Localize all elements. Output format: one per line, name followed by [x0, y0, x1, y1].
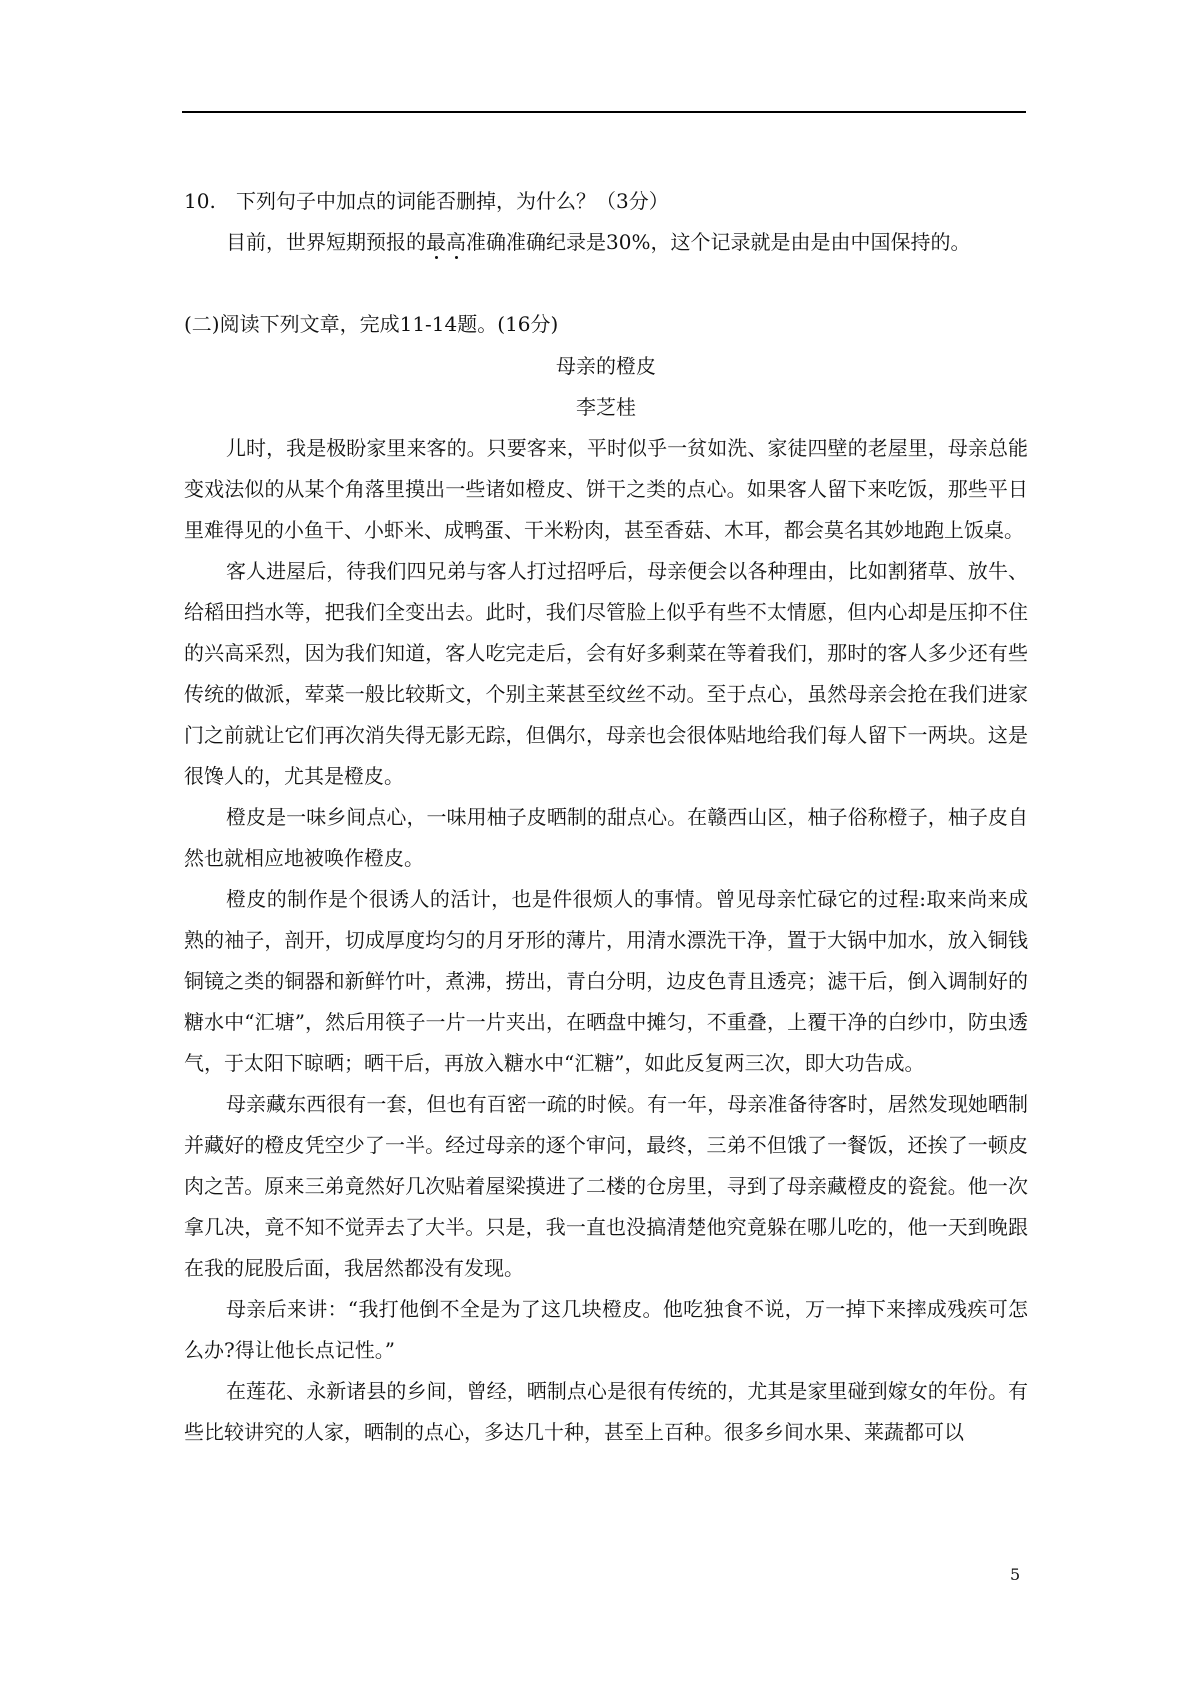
section-instruction: (二)阅读下列文章，完成11-14题。(16分)	[184, 312, 559, 336]
dotted-word-1: 最	[426, 230, 446, 254]
article-paragraph: 母亲后来讲：“我打他倒不全是为了这几块橙皮。他吃独食不说，万一掉下来摔成残疾可怎么办?得让他长点记性。”	[184, 1297, 1028, 1362]
article-paragraph: 儿时，我是极盼家里来客的。只要客来，平时似乎一贫如洗、家徒四壁的老屋里，母亲总能变戏法似的从某个角落里摸出一些诸如橙皮、饼干之类的点心。如果客人留下来吃饭，那些平日里难得见的小鱼干、小虾米、成鸭蛋、干米粉肉，甚至香菇、木耳，都会莫名其妙地跑上饭桌。	[184, 436, 1028, 542]
question-prompt: 下列句子中加点的词能否删掉，为什么？（3分）	[236, 189, 669, 213]
article-paragraph: 在莲花、永新诸县的乡间，曾经，晒制点心是很有传统的，尤其是家里碰到嫁女的年份。有些比较讲究的人家，晒制的点心，多达几十种，甚至上百种。很多乡间水果、莱蔬都可以	[184, 1379, 1028, 1444]
page-number: 5	[1010, 1565, 1021, 1584]
dotted-word-2: 高	[446, 230, 466, 254]
article-title: 母亲的橙皮	[556, 354, 656, 378]
header-rule	[182, 111, 1026, 113]
sentence-part-after: 准确准确纪录是30%，这个记录就是由是由中国保持的。	[466, 230, 971, 254]
sentence-part-before: 目前，世界短期预报的	[226, 230, 426, 254]
article-paragraph: 橙皮的制作是个很诱人的活计，也是件很烦人的事情。曾见母亲忙碌它的过程:取来尚来成熟的袖子，剖开，切成厚度均匀的月牙形的薄片，用清水漂洗干净，置于大锅中加水，放入铜钱铜镜之类的铜器和新鲜竹叶，煮沸，捞出，青白分明，边皮色青且透亮；滤干后，倒入调制好的糖水中“汇塘”，然后用筷子一片一片夹出，在晒盘中摊匀，不重叠，上覆干净的白纱巾，防虫透气，于太阳下晾晒；晒干后，再放入糖水中“汇糖”，如此反复两三次，即大功告成。	[184, 887, 1028, 1075]
article-paragraph: 橙皮是一味乡间点心，一味用柚子皮晒制的甜点心。在赣西山区，柚子俗称橙子，柚子皮自然也就相应地被唤作橙皮。	[184, 805, 1028, 870]
article-body	[184, 428, 1028, 1453]
question-10-sentence	[184, 222, 1028, 263]
article-paragraph: 母亲藏东西很有一套，但也有百密一疏的时候。有一年，母亲准备待客时，居然发现她晒制并藏好的橙皮凭空少了一半。经过母亲的逐个审问，最终，三弟不但饿了一餐饭，还挨了一顿皮肉之苦。原来三弟竟然好几次贴着屋梁摸进了二楼的仓房里，寻到了母亲藏橙皮的瓷瓮。他一次拿几决，竟不知不觉弄去了大半。只是，我一直也没搞清楚他究竟躲在哪儿吃的，他一天到晚跟在我的屁股后面，我居然都没有发现。	[184, 1092, 1028, 1280]
article-author: 李芝桂	[576, 395, 636, 419]
question-number: 10.	[184, 189, 216, 213]
question-10	[184, 181, 1028, 222]
article-paragraph: 客人进屋后，待我们四兄弟与客人打过招呼后，母亲便会以各种理由，比如割猪草、放牛、给稻田挡水等，把我们全变出去。此时，我们尽管脸上似乎有些不太情愿，但内心却是压抑不住的兴高采烈，因为我们知道，客人吃完走后，会有好多剩菜在等着我们，那时的客人多少还有些传统的做派，荤菜一般比较斯文，个别主莱甚至纹丝不动。至于点心，虽然母亲会抢在我们进家门之前就让它们再次消失得无影无踪，但偶尔，母亲也会很体贴地给我们每人留下一两块。这是很馋人的，尤其是橙皮。	[184, 559, 1028, 788]
